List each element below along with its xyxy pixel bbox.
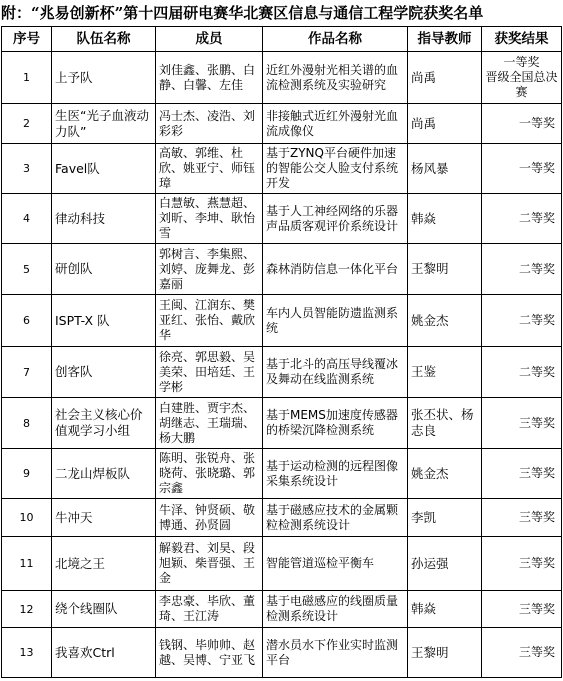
page-title: 附：“兆易创新杯”第十四届研电赛华北赛区信息与通信工程学院获奖名单 (1, 4, 484, 22)
work-title: 智能管道巡检平衡车 (263, 537, 408, 591)
team-name: 牛冲天 (52, 499, 156, 537)
work-title: 非接触式近红外漫射光血流成像仪 (263, 104, 408, 144)
row-number: 11 (2, 537, 52, 591)
table-row (2, 244, 562, 295)
table-row (2, 591, 562, 628)
team-name: 研创队 (52, 244, 156, 295)
result: 三等奖 (482, 398, 562, 449)
result: 三等奖 (482, 449, 562, 499)
result: 三等奖 (482, 537, 562, 591)
table-row (2, 347, 562, 398)
row-number: 9 (2, 449, 52, 499)
header-teacher: 指导教师 (408, 27, 482, 52)
header-work: 作品名称 (263, 27, 408, 52)
members: 陈明、张锐舟、张晓荷、张晓璐、郭宗鑫 (156, 449, 263, 499)
team-name: 生医“光子血液动力队” (52, 104, 156, 144)
team-name: 律动科技 (52, 194, 156, 244)
teacher: 尚禹 (408, 104, 482, 144)
row-number: 5 (2, 244, 52, 295)
row-number: 1 (2, 52, 52, 104)
members: 高敏、郭维、杜欣、姚亚宁、师钰璋 (156, 144, 263, 194)
members: 李忠豪、毕欣、董琦、王江涛 (156, 591, 263, 628)
table-row (2, 104, 562, 144)
work-title: 基于ZYNQ平台硬件加速的智能公交人脸支付系统开发 (263, 144, 408, 194)
members: 冯士杰、凌浩、刘彩彩 (156, 104, 263, 144)
work-title: 近红外漫射光相关谱的血流检测系统及实验研究 (263, 52, 408, 104)
teacher: 孙运强 (408, 537, 482, 591)
work-title: 基于北斗的高压导线覆冰及舞动在线监测系统 (263, 347, 408, 398)
work-title: 潜水员水下作业实时监测平台 (263, 628, 408, 678)
row-number: 12 (2, 591, 52, 628)
result-note: 晋级全国总决赛 (485, 70, 558, 99)
result: 一等奖 (482, 144, 562, 194)
table-row (2, 144, 562, 194)
members: 牛泽、钟贤硕、敬博通、孙贤圆 (156, 499, 263, 537)
result: 三等奖 (482, 628, 562, 678)
teacher: 姚金杰 (408, 449, 482, 499)
teacher: 尚禹 (408, 52, 482, 104)
result: 二等奖 (482, 347, 562, 398)
team-name: 上予队 (52, 52, 156, 104)
row-number: 8 (2, 398, 52, 449)
header-team: 队伍名称 (52, 27, 156, 52)
row-number: 10 (2, 499, 52, 537)
teacher: 杨风暴 (408, 144, 482, 194)
result: 一等奖 (482, 104, 562, 144)
members: 王闽、江润东、樊亚红、张怡、戴欣华 (156, 295, 263, 347)
header-row (2, 27, 562, 52)
team-name: 创客队 (52, 347, 156, 398)
table-row (2, 499, 562, 537)
row-number: 4 (2, 194, 52, 244)
members: 白慧敏、燕慧超、刘昕、李坤、耿怡雪 (156, 194, 263, 244)
work-title: 基于人工神经网络的乐器声品质客观评价系统设计 (263, 194, 408, 244)
members: 白建胜、贾宇杰、胡继志、王瑞瑞、杨大鹏 (156, 398, 263, 449)
team-name: 二龙山焊板队 (52, 449, 156, 499)
header-members: 成员 (156, 27, 263, 52)
table-row (2, 628, 562, 678)
teacher: 王黎明 (408, 628, 482, 678)
result: 二等奖 (482, 244, 562, 295)
result: 二等奖 (482, 295, 562, 347)
work-title: 基于电磁感应的线圈质量检测系统设计 (263, 591, 408, 628)
teacher: 韩焱 (408, 194, 482, 244)
row-number: 2 (2, 104, 52, 144)
teacher: 张丕状、杨志良 (408, 398, 482, 449)
result-level: 一等奖 (503, 55, 540, 69)
teacher: 姚金杰 (408, 295, 482, 347)
work-title: 基于运动检测的远程图像采集系统设计 (263, 449, 408, 499)
row-number: 13 (2, 628, 52, 678)
members: 郭树言、李集熙、刘婷、庞舞龙、彭嘉丽 (156, 244, 263, 295)
members: 刘佳鑫、张鹏、白静、白馨、左佳 (156, 52, 263, 104)
result (482, 52, 562, 104)
award-table (1, 26, 562, 678)
table-row (2, 537, 562, 591)
members: 解毅君、刘昊、段旭颖、柴晋强、王金 (156, 537, 263, 591)
header-result: 获奖结果 (482, 27, 562, 52)
row-number: 7 (2, 347, 52, 398)
row-number: 3 (2, 144, 52, 194)
team-name: 社会主义核心价值观学习小组 (52, 398, 156, 449)
team-name: ISPT-X 队 (52, 295, 156, 347)
table-row (2, 295, 562, 347)
team-name: Favel队 (52, 144, 156, 194)
header-number: 序号 (2, 27, 52, 52)
table-row (2, 52, 562, 104)
table-row (2, 194, 562, 244)
work-title: 基于磁感应技术的金属颗粒检测系统设计 (263, 499, 408, 537)
result: 二等奖 (482, 194, 562, 244)
team-name: 绕个线圈队 (52, 591, 156, 628)
work-title: 基于MEMS加速度传感器的桥梁沉降检测系统 (263, 398, 408, 449)
teacher: 李凯 (408, 499, 482, 537)
table-row (2, 449, 562, 499)
result: 三等奖 (482, 499, 562, 537)
teacher: 王黎明 (408, 244, 482, 295)
work-title: 车内人员智能防遗监测系统 (263, 295, 408, 347)
result: 三等奖 (482, 591, 562, 628)
team-name: 北境之王 (52, 537, 156, 591)
teacher: 王鉴 (408, 347, 482, 398)
members: 徐亮、郭思毅、吴美荣、田培廷、王学彬 (156, 347, 263, 398)
row-number: 6 (2, 295, 52, 347)
table-row (2, 398, 562, 449)
team-name: 我喜欢Ctrl (52, 628, 156, 678)
members: 钱钢、毕帅帅、赵越、吴博、宁亚飞 (156, 628, 263, 678)
teacher: 韩焱 (408, 591, 482, 628)
work-title: 森林消防信息一体化平台 (263, 244, 408, 295)
